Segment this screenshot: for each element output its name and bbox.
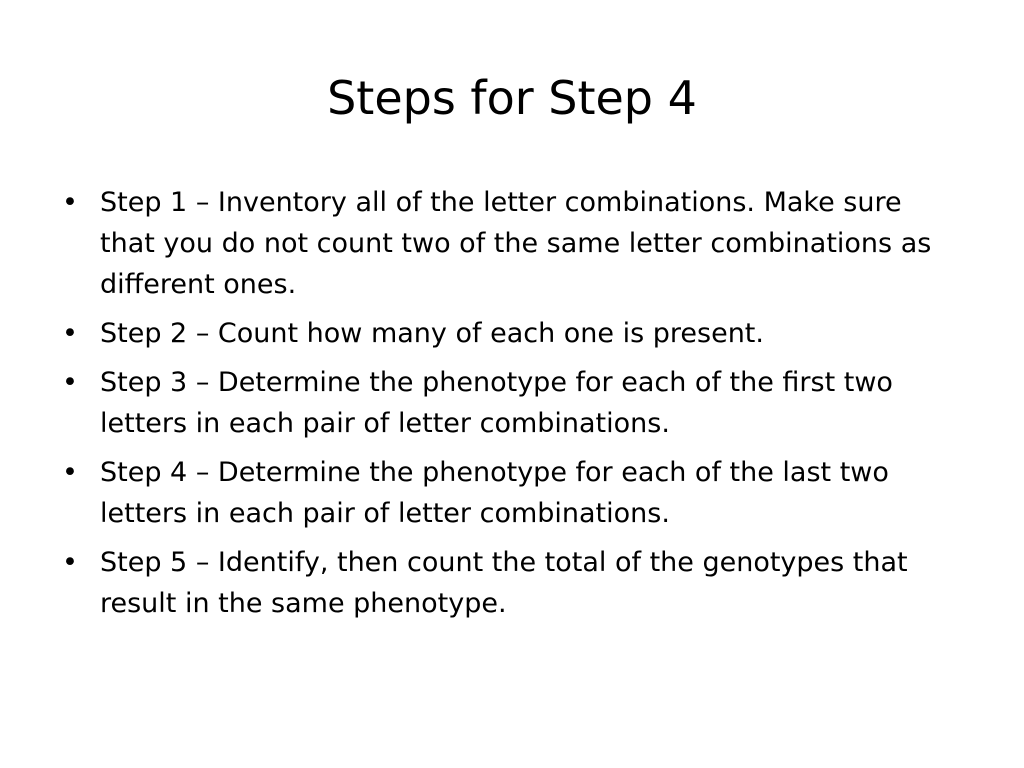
bullet-text: Step 4 – Determine the phenotype for each of the last two letters in each pair of letter combinations.	[100, 457, 889, 529]
bullet-icon: •	[62, 457, 78, 488]
bullet-icon: •	[62, 318, 78, 349]
bullet-text: Step 2 – Count how many of each one is present.	[100, 318, 764, 349]
bullet-text: Step 3 – Determine the phenotype for each of the first two letters in each pair of letter combinations.	[100, 367, 893, 439]
bullet-text: Step 5 – Identify, then count the total of the genotypes that result in the same phenotype.	[100, 547, 908, 619]
bullet-icon: •	[62, 367, 78, 398]
slide-title: Steps for Step 4	[327, 71, 697, 125]
bullet-item-step-2	[62, 313, 962, 354]
bullet-item-step-3	[62, 362, 962, 444]
bullet-item-step-4	[62, 452, 962, 534]
bullet-item-step-5	[62, 542, 962, 624]
bullet-list	[62, 182, 962, 632]
bullet-text: Step 1 – Inventory all of the letter combinations. Make sure that you do not count two of the same letter combinations as different ones.	[100, 187, 932, 300]
bullet-icon: •	[62, 547, 78, 578]
bullet-icon: •	[62, 187, 78, 218]
bullet-item-step-1	[62, 182, 962, 305]
